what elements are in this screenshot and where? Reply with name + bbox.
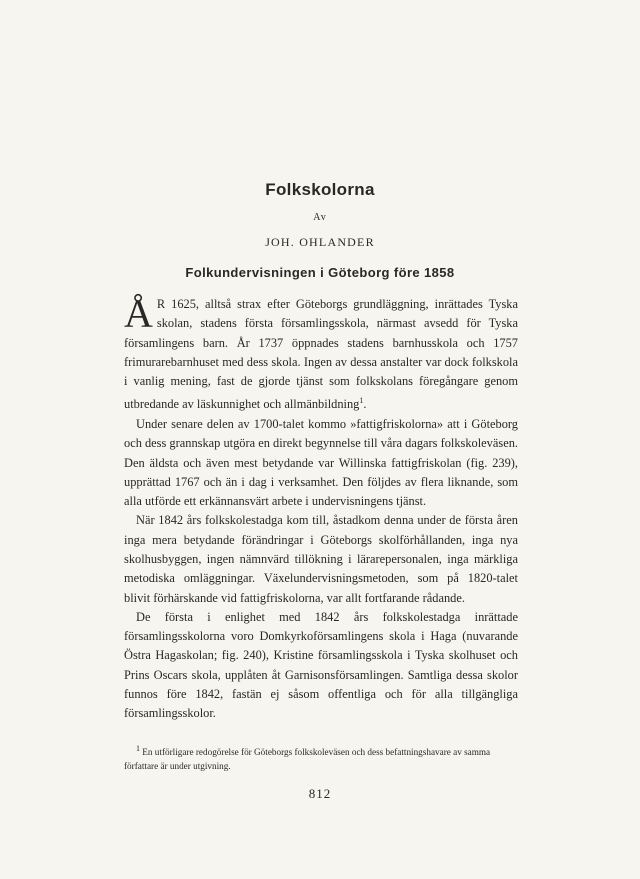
paragraph-4: De första i enlighet med 1842 års folkskolestadga inrättade församlingsskolorna voro Domkyrkoförsamlingens skola i Haga (nuvarande Östra Hagaskolan; fig. 240), Kristine församlingsskola i Tyska skolhuset och Prins Oscars skola, upplåten åt Garnisonsförsamlingen. Samtliga dessa skolor funnos före 1842, fastän ej såsom offentliga och för alla tillgängliga församlingsskolor. [124,609,518,721]
section-heading: Folkundervisningen i Göteborg före 1858 [185,265,455,280]
paragraph-1-text: R 1625, alltså strax efter Göteborgs grundläggning, inrättades Tyska skolan, stadens första församlingsskola, närmast avsedd för Tyska församlingens barn. År 1737 öppnades stadens barnhusskola och 1757 frimurarebarnhuset med dess skola. Ingen av dessa anstalter var dock folkskola i vanlig mening, fast de gjorde tjänst som folkskolans föregångare genom utbredande av läskunnighet och allmänbildning [124,297,518,412]
byline-av: Av [313,212,327,223]
paragraph-3: När 1842 års folkskolestadga kom till, åstadkom denna under de första åren inga mera betydande förändringar i Göteborgs skolförhållanden, inga nya skolhusbyggen, ingen nämnvärd tillökning i lärarepersonalen, inga märkliga metodiska omläggningar. Växelundervisningsmetoden, som på 1820-talet blivit förhärskande vid fattigfriskolorna, var allt fortfarande rådande. [124,513,518,605]
footnote-text: En utförligare redogörelse för Göteborgs folkskoleväsen och dess befattningshavare av samma författare är under utgivning. [124,747,491,772]
paragraph-1: Å R 1625, alltså strax efter Göteborgs grundläggning, inrättades Tyska skolan, stadens första församlingsskola, närmast avsedd för Tyska församlingens barn. År 1737 öppnades stadens barnhusskola och 1757 frimurarebarnhuset med dess skola. Ingen av dessa anstalter var dock folkskola i vanlig mening, fast de gjorde tjänst som folkskolans föregångare genom utbredande av läskunnighet och allmänbildning$^1$. [124,291,518,412]
footnote-marker: 1 [136,744,140,753]
footnote-reference: 1 [359,396,364,406]
footnote [124,742,518,773]
drop-cap-letter: Å [124,291,153,336]
chapter-title: Folkskolorna [265,180,375,199]
author-name: JOH. OHLANDER [265,235,375,249]
drop-cap [124,291,153,336]
paragraph-2: Under senare delen av 1700-talet kommo »fattigfriskolorna» att i Göteborg och dess grannskap utgöra en direkt begynnelse till våra dagars folkskoleväsen. Den äldsta och även mest betydande var Willinska fattigfriskolan (fig. 239), upprättad 1767 och än i dag i verksamhet. Den följdes av flera liknande, som alla utförde ett erkännansvärt arbete i undervisningens tjänst. [124,416,518,509]
page-number: 812 [308,786,332,801]
body-text [124,291,518,724]
